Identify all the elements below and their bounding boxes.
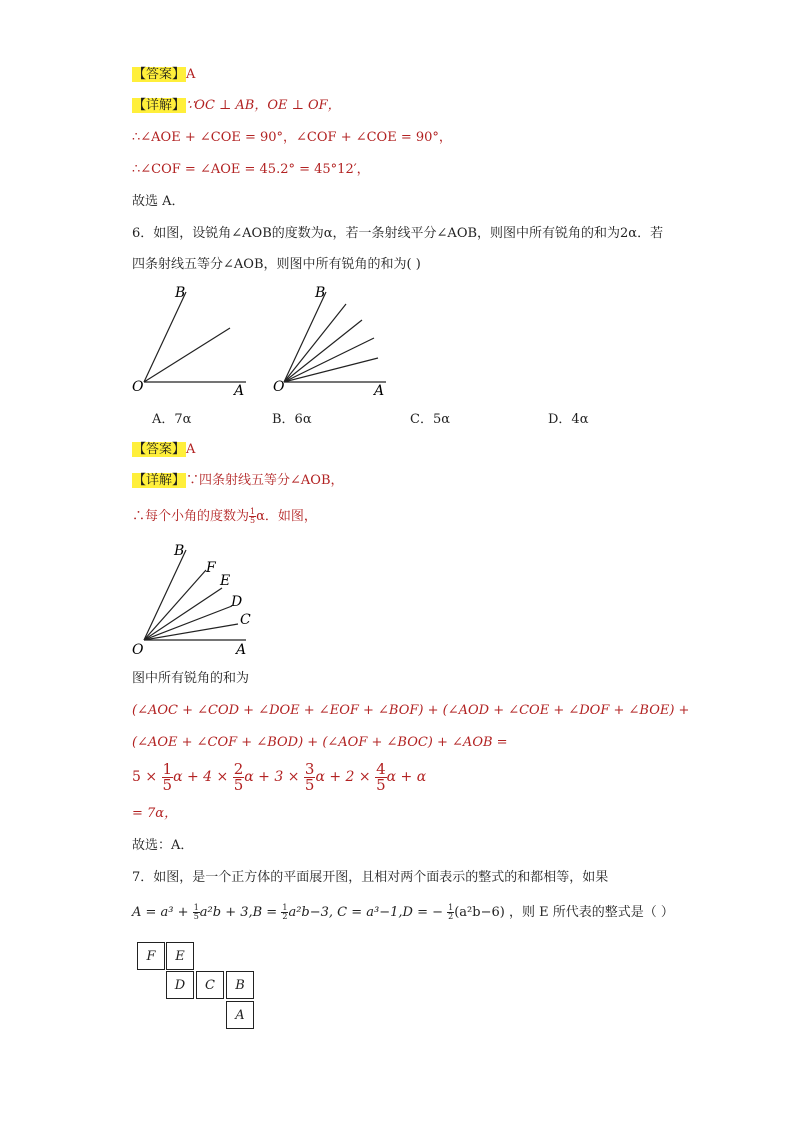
label-b: B [175, 285, 186, 301]
net-face-e: E [166, 942, 194, 970]
q5-answer-line [132, 66, 195, 84]
q5-detail-2: ∴∠AOE + ∠COE = 90°，∠COF + ∠COE = 90°， [132, 130, 452, 145]
q6-solution-figure [128, 540, 268, 660]
q6-detail-line [132, 472, 344, 490]
detail-tag: 【详解】 [133, 473, 186, 488]
q6-detail-7: = 7α， [132, 806, 178, 821]
q6-answer-line [132, 441, 195, 459]
fraction: $\frac{3}{5}$ [304, 759, 315, 794]
q6-detail-5: (∠AOE + ∠COF + ∠BOD) + (∠AOF + ∠BOC) + ∠AOB = [132, 735, 508, 750]
q6-detail-1: ∵四条射线五等分∠AOB， [186, 473, 344, 488]
fraction: $\frac{4}{5}$ [376, 759, 386, 794]
fraction: $\frac{1}{5}$ [162, 759, 173, 794]
option-b: B．6α [272, 412, 312, 427]
label-a: A [234, 383, 245, 399]
net-face-a: A [226, 1001, 254, 1029]
label-a: A [374, 383, 385, 399]
q6-detail-4: (∠AOC + ∠COD + ∠DOE + ∠EOF + ∠BOF) + (∠AOD + ∠COE + ∠DOF + ∠BOE) + [132, 703, 690, 718]
q6-detail-3: 图中所有锐角的和为 [132, 671, 250, 686]
fraction: $\frac{1}{5}$ [250, 507, 256, 525]
fraction: $\frac{1}{2}$ [448, 903, 454, 921]
q7-stem-2: A = a³ + $\frac{1}{5}$ a²b + 3,B = $\frac{1}{2}$ a²b−3, C = a³−1,D = − $\frac{1}{2}$ (a²b−6) ，则 E 所代表的整式是（ ） [132, 903, 674, 921]
q6-figure-right [270, 280, 400, 400]
q6-stem-2: 四条射线五等分∠AOB，则图中所有锐角的和为( ) [132, 257, 421, 272]
fraction: $\frac{2}{5}$ [233, 759, 244, 794]
label-a: A [236, 642, 247, 658]
label-b: B [174, 543, 185, 559]
label-o: O [132, 379, 144, 395]
label-o: O [132, 642, 144, 658]
answer-tag: 【答案】 [133, 67, 186, 82]
fraction: $\frac{1}{2}$ [282, 903, 288, 921]
label-d: D [231, 594, 243, 610]
detail-text: α．如图， [256, 509, 317, 524]
answer-value: A [186, 442, 196, 457]
option-c: C．5α [410, 412, 450, 427]
q5-detail-3: ∴∠COF = ∠AOE = 45.2° = 45°12′， [132, 162, 370, 177]
q7-stem-1: 7．如图，是一个正方体的平面展开图，且相对两个面表示的整式的和都相等，如果 [132, 870, 609, 885]
fraction: $\frac{1}{5}$ [193, 903, 199, 921]
answer-tag: 【答案】 [133, 442, 186, 457]
label-o: O [273, 379, 285, 395]
label-c: C [240, 612, 251, 628]
label-e: E [220, 573, 231, 589]
net-face-d: D [166, 971, 194, 999]
detail-tag: 【详解】 [133, 98, 186, 113]
q5-detail-1: ∵OC ⊥ AB，OE ⊥ OF， [186, 98, 341, 113]
q6-conclusion: 故选：A． [132, 838, 194, 853]
q6-figure-left [128, 280, 258, 400]
q5-conclusion: 故选 A． [132, 194, 185, 209]
q6-stem-1: 6．如图，设锐角∠AOB的度数为α，若一条射线平分∠AOB，则图中所有锐角的和为2α．若 [132, 226, 664, 241]
net-face-f: F [137, 942, 165, 970]
q6-detail-2 [132, 508, 317, 526]
net-face-b: B [226, 971, 254, 999]
option-a: A．7α [152, 412, 192, 427]
answer-value: A [186, 67, 196, 82]
q5-detail-line [132, 97, 341, 115]
q6-detail-6: 5 × $\frac{1}{5}$ α + 4 × $\frac{2}{5}$ α + 3 × $\frac{3}{5}$ α + 2 × $\frac{4}{5}$ α + α [132, 759, 427, 794]
net-face-c: C [196, 971, 224, 999]
label-b: B [315, 285, 326, 301]
detail-text: ∴每个小角的度数为 [132, 509, 250, 524]
option-d: D．4α [548, 412, 589, 427]
label-f: F [206, 560, 216, 576]
